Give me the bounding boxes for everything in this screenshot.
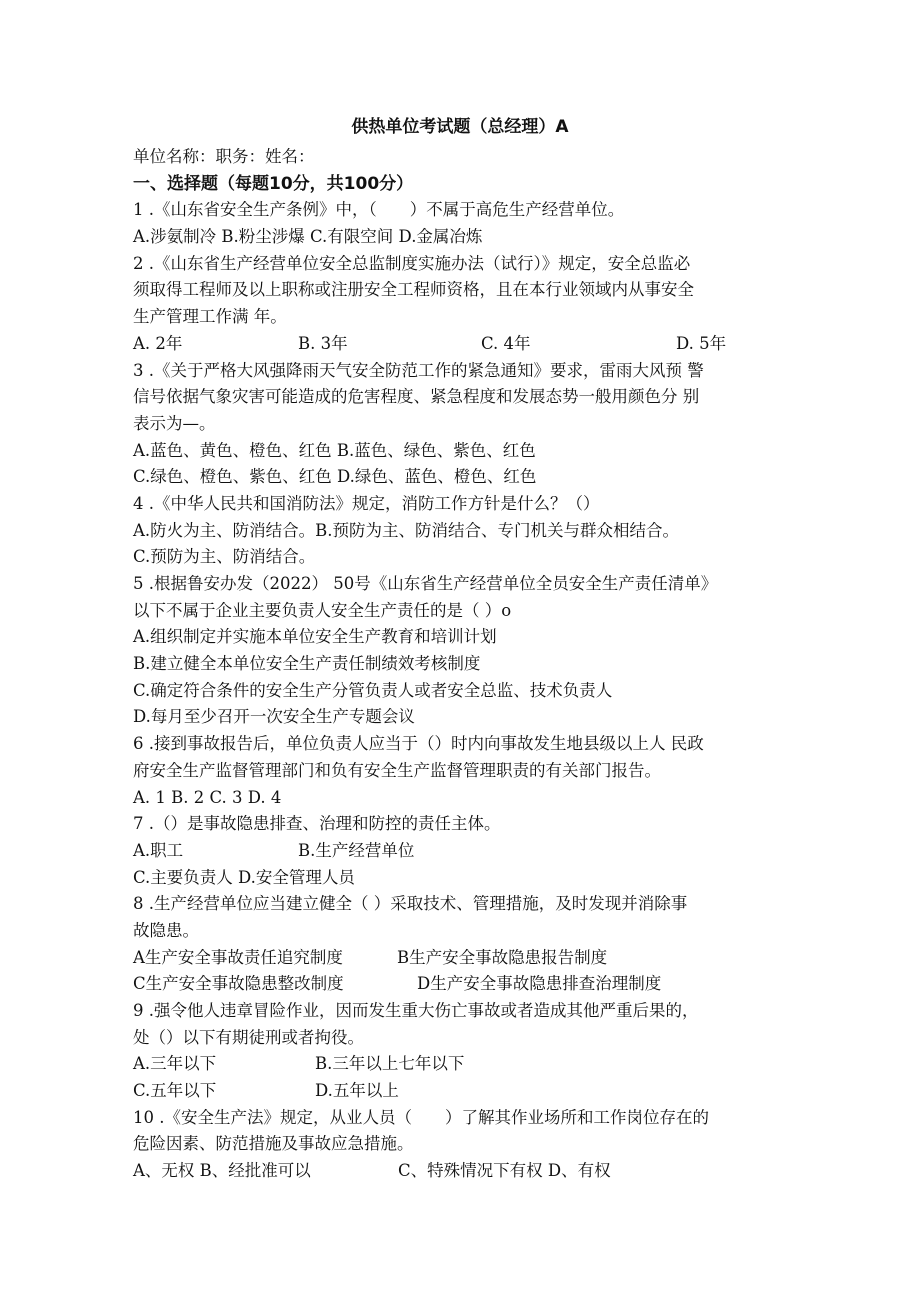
question-stem-line: 信号依据气象灾害可能造成的危害程度、紧急程度和发展态势一般用颜色分 别 (133, 387, 700, 407)
option-b: B.三年以上七年以下 (315, 1054, 465, 1074)
option-a: A.三年以下 (133, 1054, 217, 1074)
option-c: C.五年以下 (133, 1081, 217, 1101)
question-stem-line: 10 .《安全生产法》规定，从业人员（ ）了解其作业场所和工作岗位存在的 (133, 1107, 709, 1127)
option-a: A.职工 (133, 840, 184, 860)
question-stem-line: 表示为—。 (133, 413, 216, 433)
question-stem-line: 6 .接到事故报告后，单位负责人应当于（）时内向事故发生地县级以上人 民政 (133, 734, 704, 754)
option-line: C.绿色、橙色、紫色、红色 D.绿色、蓝色、橙色、红色 (133, 467, 537, 487)
question-stem-line: 故隐患。 (133, 920, 199, 940)
option-line: D.每月至少召开一次安全生产专题会议 (133, 707, 415, 727)
question-stem-line: 生产管理工作满 年。 (133, 307, 287, 327)
option-c: C生产安全事故隐患整改制度 (133, 974, 344, 994)
question-stem-line: 须取得工程师及以上职称或注册安全工程师资格，且在本行业领域内从事安全 (133, 280, 694, 300)
info-line: 单位名称：职务：姓名： (133, 147, 315, 166)
question-stem-line: 2 .《山东省生产经营单位安全总监制度实施办法（试行）》规定，安全总监必 (133, 253, 691, 273)
option-line: A.组织制定并实施本单位安全生产教育和培训计划 (133, 627, 497, 647)
question-stem-line: 9 .强令他人违章冒险作业，因而发生重大伤亡事故或者造成其他严重后果的， (133, 1001, 699, 1020)
option-a-b: A、无权 B、经批准可以 (133, 1161, 311, 1181)
question-stem-line: 以下不属于企业主要负责人安全生产责任的是（ ）o (133, 600, 512, 620)
option-b: B生产安全事故隐患报告制度 (397, 947, 608, 967)
option-line: C.确定符合条件的安全生产分管负责人或者安全总监、技术负责人 (133, 680, 613, 700)
option-row (133, 1078, 793, 1105)
question-10 (133, 1105, 793, 1185)
section-heading: 一、选择题（每题10分，共100分） (133, 173, 414, 194)
question-5 (133, 571, 793, 731)
option-c: C. 4年 (481, 333, 531, 353)
question-stem-line: 3 .《关于严格大风强降雨天气安全防范工作的紧急通知》要求，雷雨大风预 警 (133, 360, 704, 380)
question-stem-line: 5 .根据鲁安办发（2022） 50号《山东省生产经营单位全员安全生产责任清单》 (133, 574, 718, 593)
option-line: B.建立健全本单位安全生产责任制绩效考核制度 (133, 654, 481, 674)
option-a: A. 2年 (133, 333, 183, 353)
option-d: D.五年以上 (315, 1081, 399, 1101)
question-6 (133, 731, 793, 811)
question-9 (133, 998, 793, 1105)
question-stem-line: 8 .生产经营单位应当建立健全（ ）采取技术、管理措施，及时发现并消除事 (133, 894, 688, 914)
question-stem-line: 府安全生产监督管理部门和负有安全生产监督管理职责的有关部门报告。 (133, 760, 661, 780)
option-line: A.涉氨制冷 B.粉尘涉爆 C.有限空间 D.金属冶炼 (133, 227, 483, 247)
option-d: D生产安全事故隐患排查治理制度 (417, 974, 662, 994)
option-d: D. 5年 (676, 333, 727, 353)
question-1 (133, 197, 793, 250)
option-row (133, 1051, 793, 1078)
question-stem-line: 1 .《山东省安全生产条例》中，（ ）不属于高危生产经营单位。 (133, 200, 625, 220)
option-row (133, 1158, 793, 1185)
question-3 (133, 358, 793, 491)
question-stem-line: 4 .《中华人民共和国消防法》规定，消防工作方针是什么？（） (133, 493, 600, 513)
option-row (133, 331, 793, 358)
option-row (133, 945, 793, 972)
option-line: A.防火为主、防消结合。B.预防为主、防消结合、专门机关与群众相结合。 (133, 520, 680, 540)
option-line: C.主要负责人 D.安全管理人员 (133, 867, 355, 887)
document-title: 供热单位考试题（总经理）A (351, 117, 569, 137)
question-4 (133, 491, 793, 571)
option-line: C.预防为主、防消结合。 (133, 547, 316, 567)
option-row (133, 838, 793, 865)
option-row (133, 971, 793, 998)
question-stem-line: 处（）以下有期徒刑或者拘役。 (133, 1027, 364, 1047)
option-line: A.蓝色、黄色、橙色、红色 B.蓝色、绿色、紫色、红色 (133, 440, 536, 460)
question-stem-line: 危险因素、防范措施及事故应急措施。 (133, 1134, 414, 1154)
question-2 (133, 251, 793, 358)
option-c-d: C、特殊情况下有权 D、有权 (398, 1161, 611, 1181)
option-a: A生产安全事故责任追究制度 (133, 947, 343, 967)
option-b: B.生产经营单位 (298, 840, 415, 860)
option-line: A. 1 B. 2 C. 3 D. 4 (133, 787, 282, 807)
document-body (133, 144, 793, 1185)
question-8 (133, 891, 793, 998)
option-b: B. 3年 (298, 333, 348, 353)
question-stem-line: 7 .（）是事故隐患排查、治理和防控的责任主体。 (133, 814, 501, 834)
question-7 (133, 811, 793, 891)
